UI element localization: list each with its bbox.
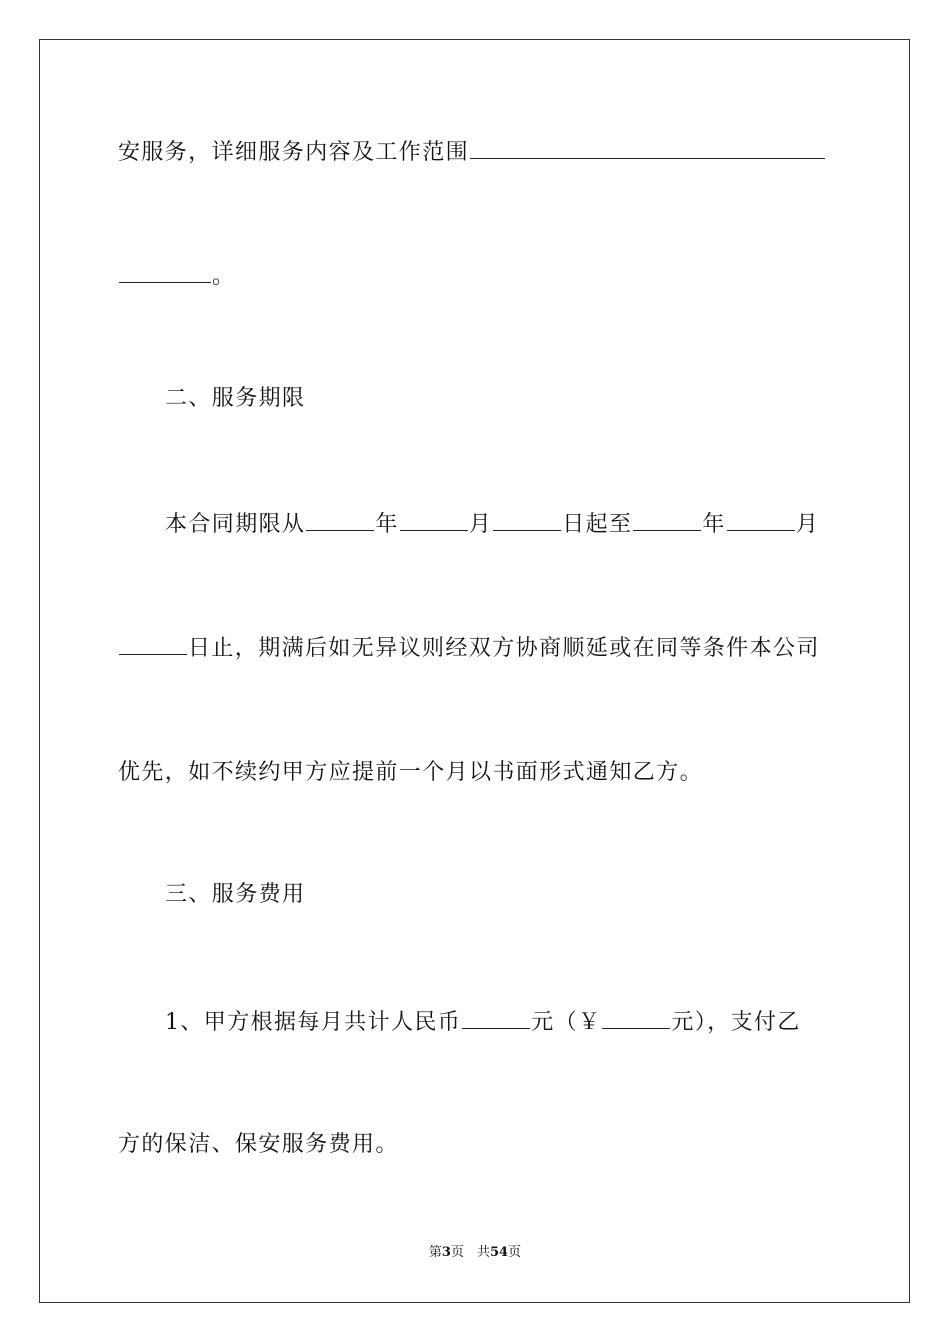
paragraph-line-2 bbox=[118, 262, 235, 292]
fee-lead-text: 1、甲方根据每月共计人民币 bbox=[165, 1010, 462, 1035]
blank-field bbox=[400, 512, 468, 531]
section-heading-fees: 三、服务费用 bbox=[165, 882, 306, 907]
blank-field bbox=[602, 1010, 670, 1029]
footer-mid: 页 共 bbox=[450, 1245, 490, 1260]
term-line-3: 优先，如不续约甲方应提前一个月以书面形式通知乙方。 bbox=[118, 760, 704, 785]
fee-line-1 bbox=[165, 1008, 801, 1038]
blank-field bbox=[119, 636, 187, 655]
paragraph-line-1 bbox=[118, 138, 826, 168]
page-total: 54 bbox=[489, 1245, 509, 1260]
year-label: 年 bbox=[375, 512, 399, 537]
term-line-2 bbox=[118, 634, 820, 664]
term-continuation-text: 日止，期满后如无异议则经双方协商顺延或在同等条件本公司 bbox=[188, 636, 820, 661]
fee-yuan-open: 元（￥ bbox=[531, 1010, 602, 1035]
term-lead-text: 本合同期限从 bbox=[165, 512, 306, 537]
term-line-1 bbox=[165, 510, 819, 540]
service-scope-text: 安服务，详细服务内容及工作范围 bbox=[118, 140, 470, 165]
blank-field bbox=[633, 512, 701, 531]
month-label: 月 bbox=[468, 512, 493, 537]
blank-field bbox=[462, 1010, 530, 1029]
year-label: 年 bbox=[702, 512, 726, 537]
blank-field bbox=[493, 512, 561, 531]
page-border bbox=[39, 39, 910, 1303]
fee-line-2: 方的保洁、保安服务费用。 bbox=[118, 1132, 399, 1157]
footer-suffix: 页 bbox=[508, 1245, 522, 1260]
footer-prefix: 第 bbox=[428, 1245, 442, 1260]
day-from-to-label: 日起至 bbox=[562, 512, 633, 537]
page-number: 3 bbox=[441, 1245, 451, 1260]
blank-field bbox=[727, 512, 795, 531]
month-label: 月 bbox=[795, 512, 820, 537]
blank-field bbox=[306, 512, 374, 531]
blank-field bbox=[470, 140, 825, 159]
page-footer bbox=[0, 1244, 950, 1262]
section-heading-term: 二、服务期限 bbox=[165, 386, 306, 411]
blank-field bbox=[119, 264, 211, 283]
period-text: 。 bbox=[212, 264, 236, 289]
fee-yuan-close: 元），支付乙 bbox=[671, 1010, 801, 1035]
